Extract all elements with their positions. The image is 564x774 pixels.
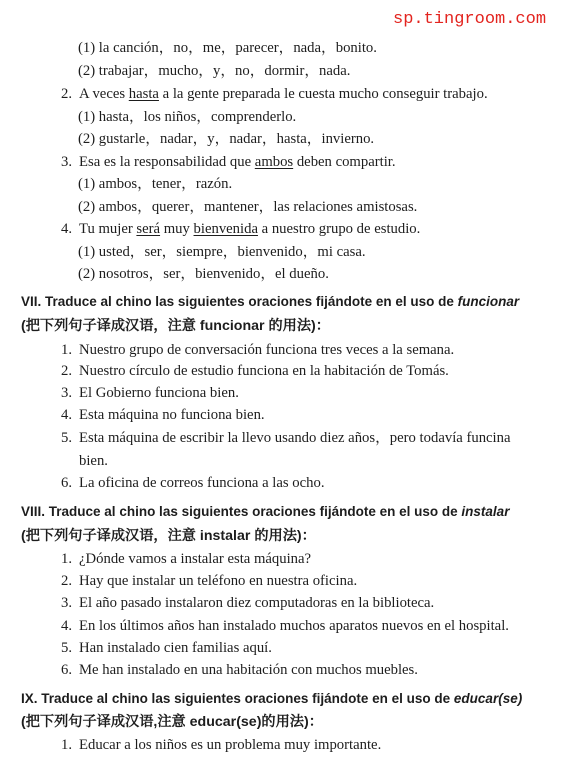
option-line: (1) usted，ser，siempre，bienvenido，mi casa. bbox=[78, 244, 366, 260]
option-line: (1) hasta，los niños，comprenderlo. bbox=[78, 109, 297, 125]
option-line: (2) gustarle，nadar，y，nadar，hasta，invierno. bbox=[78, 131, 375, 147]
item-number: 3. bbox=[61, 385, 73, 401]
underlined-keyword: bienvenida bbox=[193, 221, 258, 237]
sentence-text: ¿Dónde vamos a instalar esta máquina? bbox=[79, 551, 312, 567]
sentence-text: Hay que instalar un teléfono en nuestra oficina. bbox=[79, 573, 358, 589]
section-instruction: Traduce al chino las siguientes oraciones fijándote en el uso de bbox=[48, 504, 458, 519]
underlined-keyword: será bbox=[136, 221, 161, 237]
item-number: 2. bbox=[61, 363, 73, 379]
underlined-keyword: hasta bbox=[128, 86, 159, 102]
sentence-text: Educar a los niños es un problema muy importante. bbox=[79, 737, 382, 753]
site-watermark: sp.tingroom.com bbox=[393, 10, 547, 29]
sentence-text: A veces bbox=[79, 86, 129, 102]
item-number: 4. bbox=[61, 407, 73, 423]
section-instruction-zh: (把下列句子译成汉语，注意 funcionar 的用法)： bbox=[21, 318, 330, 334]
option-line: (2) ambos，querer，mantener，las relaciones amistosas. bbox=[78, 199, 418, 215]
section-heading bbox=[21, 690, 522, 708]
sentence-text: deben compartir. bbox=[293, 154, 396, 170]
sentence-text: El Gobierno funciona bien. bbox=[79, 385, 239, 401]
sentence-text: Nuestro grupo de conversación funciona tres veces a la semana. bbox=[79, 342, 455, 358]
section-instruction-zh: (把下列句子译成汉语,注意 educar(se)的用法)： bbox=[21, 714, 323, 730]
item-number: 4. bbox=[61, 618, 73, 634]
sentence-text: Esta máquina de escribir la llevo usando diez años，pero todavía funcina bbox=[79, 430, 511, 446]
sentence-text: La oficina de correos funciona a las ocho. bbox=[79, 475, 325, 491]
target-word: educar(se) bbox=[453, 691, 523, 706]
sentence-item bbox=[61, 406, 265, 424]
sentence-text: a la gente preparada le cuesta mucho conseguir trabajo. bbox=[158, 86, 488, 102]
sentence-text: Me han instalado en una habitación con muchos muebles. bbox=[79, 662, 418, 678]
sentence-text: muy bbox=[160, 221, 194, 237]
sentence-text: Esta máquina no funciona bien. bbox=[79, 407, 265, 423]
sentence-item bbox=[61, 572, 357, 590]
item-number: 1. bbox=[61, 342, 73, 358]
item-number: 2. bbox=[61, 86, 73, 102]
sentence-item bbox=[61, 474, 325, 492]
item-number: 5. bbox=[61, 640, 73, 656]
sentence-item bbox=[61, 661, 418, 679]
section-instruction: Traduce al chino las siguientes oraciones fijándote en el uso de bbox=[45, 294, 454, 309]
item-number: 4. bbox=[61, 221, 73, 237]
option-line: (1) la canción，no，me，parecer，nada，bonito. bbox=[78, 40, 377, 56]
sentence-item bbox=[61, 429, 511, 447]
sentence-item bbox=[61, 362, 449, 380]
exercise-item bbox=[61, 153, 396, 171]
sentence-text: Tu mujer bbox=[79, 221, 137, 237]
sentence-item bbox=[61, 384, 239, 402]
item-number: 5. bbox=[61, 430, 73, 446]
item-number: 3. bbox=[61, 154, 73, 170]
target-word: instalar bbox=[461, 504, 510, 519]
sentence-item bbox=[61, 550, 311, 568]
section-numeral: IX. bbox=[21, 691, 38, 706]
sentence-item bbox=[61, 341, 454, 359]
sentence-text: Han instalado cien familias aquí. bbox=[79, 640, 272, 656]
option-line: (2) nosotros，ser，bienvenido，el dueño. bbox=[78, 266, 329, 282]
exercise-item bbox=[61, 85, 488, 103]
option-line: (2) trabajar，mucho，y，no，dormir，nada. bbox=[78, 63, 351, 79]
sentence-item bbox=[61, 639, 272, 657]
section-heading bbox=[21, 293, 519, 311]
sentence-text: Esa es la responsabilidad que bbox=[79, 154, 255, 170]
section-instruction: Traduce al chino las siguientes oraciones fijándote en el uso de bbox=[41, 691, 451, 706]
target-word: funcionar bbox=[457, 294, 520, 309]
sentence-item bbox=[61, 736, 381, 754]
sentence-continuation: bien. bbox=[79, 453, 108, 469]
option-line: (1) ambos，tener，razón. bbox=[78, 176, 233, 192]
sentence-item bbox=[61, 617, 509, 635]
section-instruction-zh: (把下列句子译成汉语，注意 instalar 的用法)： bbox=[21, 528, 316, 544]
item-number: 1. bbox=[61, 551, 73, 567]
section-numeral: VIII. bbox=[21, 504, 46, 519]
exercise-item bbox=[61, 220, 420, 238]
item-number: 6. bbox=[61, 475, 73, 491]
item-number: 6. bbox=[61, 662, 73, 678]
sentence-text: Nuestro círculo de estudio funciona en la habitación de Tomás. bbox=[79, 363, 449, 379]
section-numeral: VII. bbox=[21, 294, 42, 309]
sentence-text: El año pasado instalaron diez computadoras en la biblioteca. bbox=[79, 595, 435, 611]
item-number: 2. bbox=[61, 573, 73, 589]
section-heading bbox=[21, 503, 509, 521]
sentence-text: En los últimos años han instalado muchos aparatos nuevos en el hospital. bbox=[79, 618, 509, 634]
item-number: 3. bbox=[61, 595, 73, 611]
item-number: 1. bbox=[61, 737, 73, 753]
underlined-keyword: ambos bbox=[254, 154, 294, 170]
sentence-item bbox=[61, 594, 434, 612]
sentence-text: a nuestro grupo de estudio. bbox=[257, 221, 421, 237]
